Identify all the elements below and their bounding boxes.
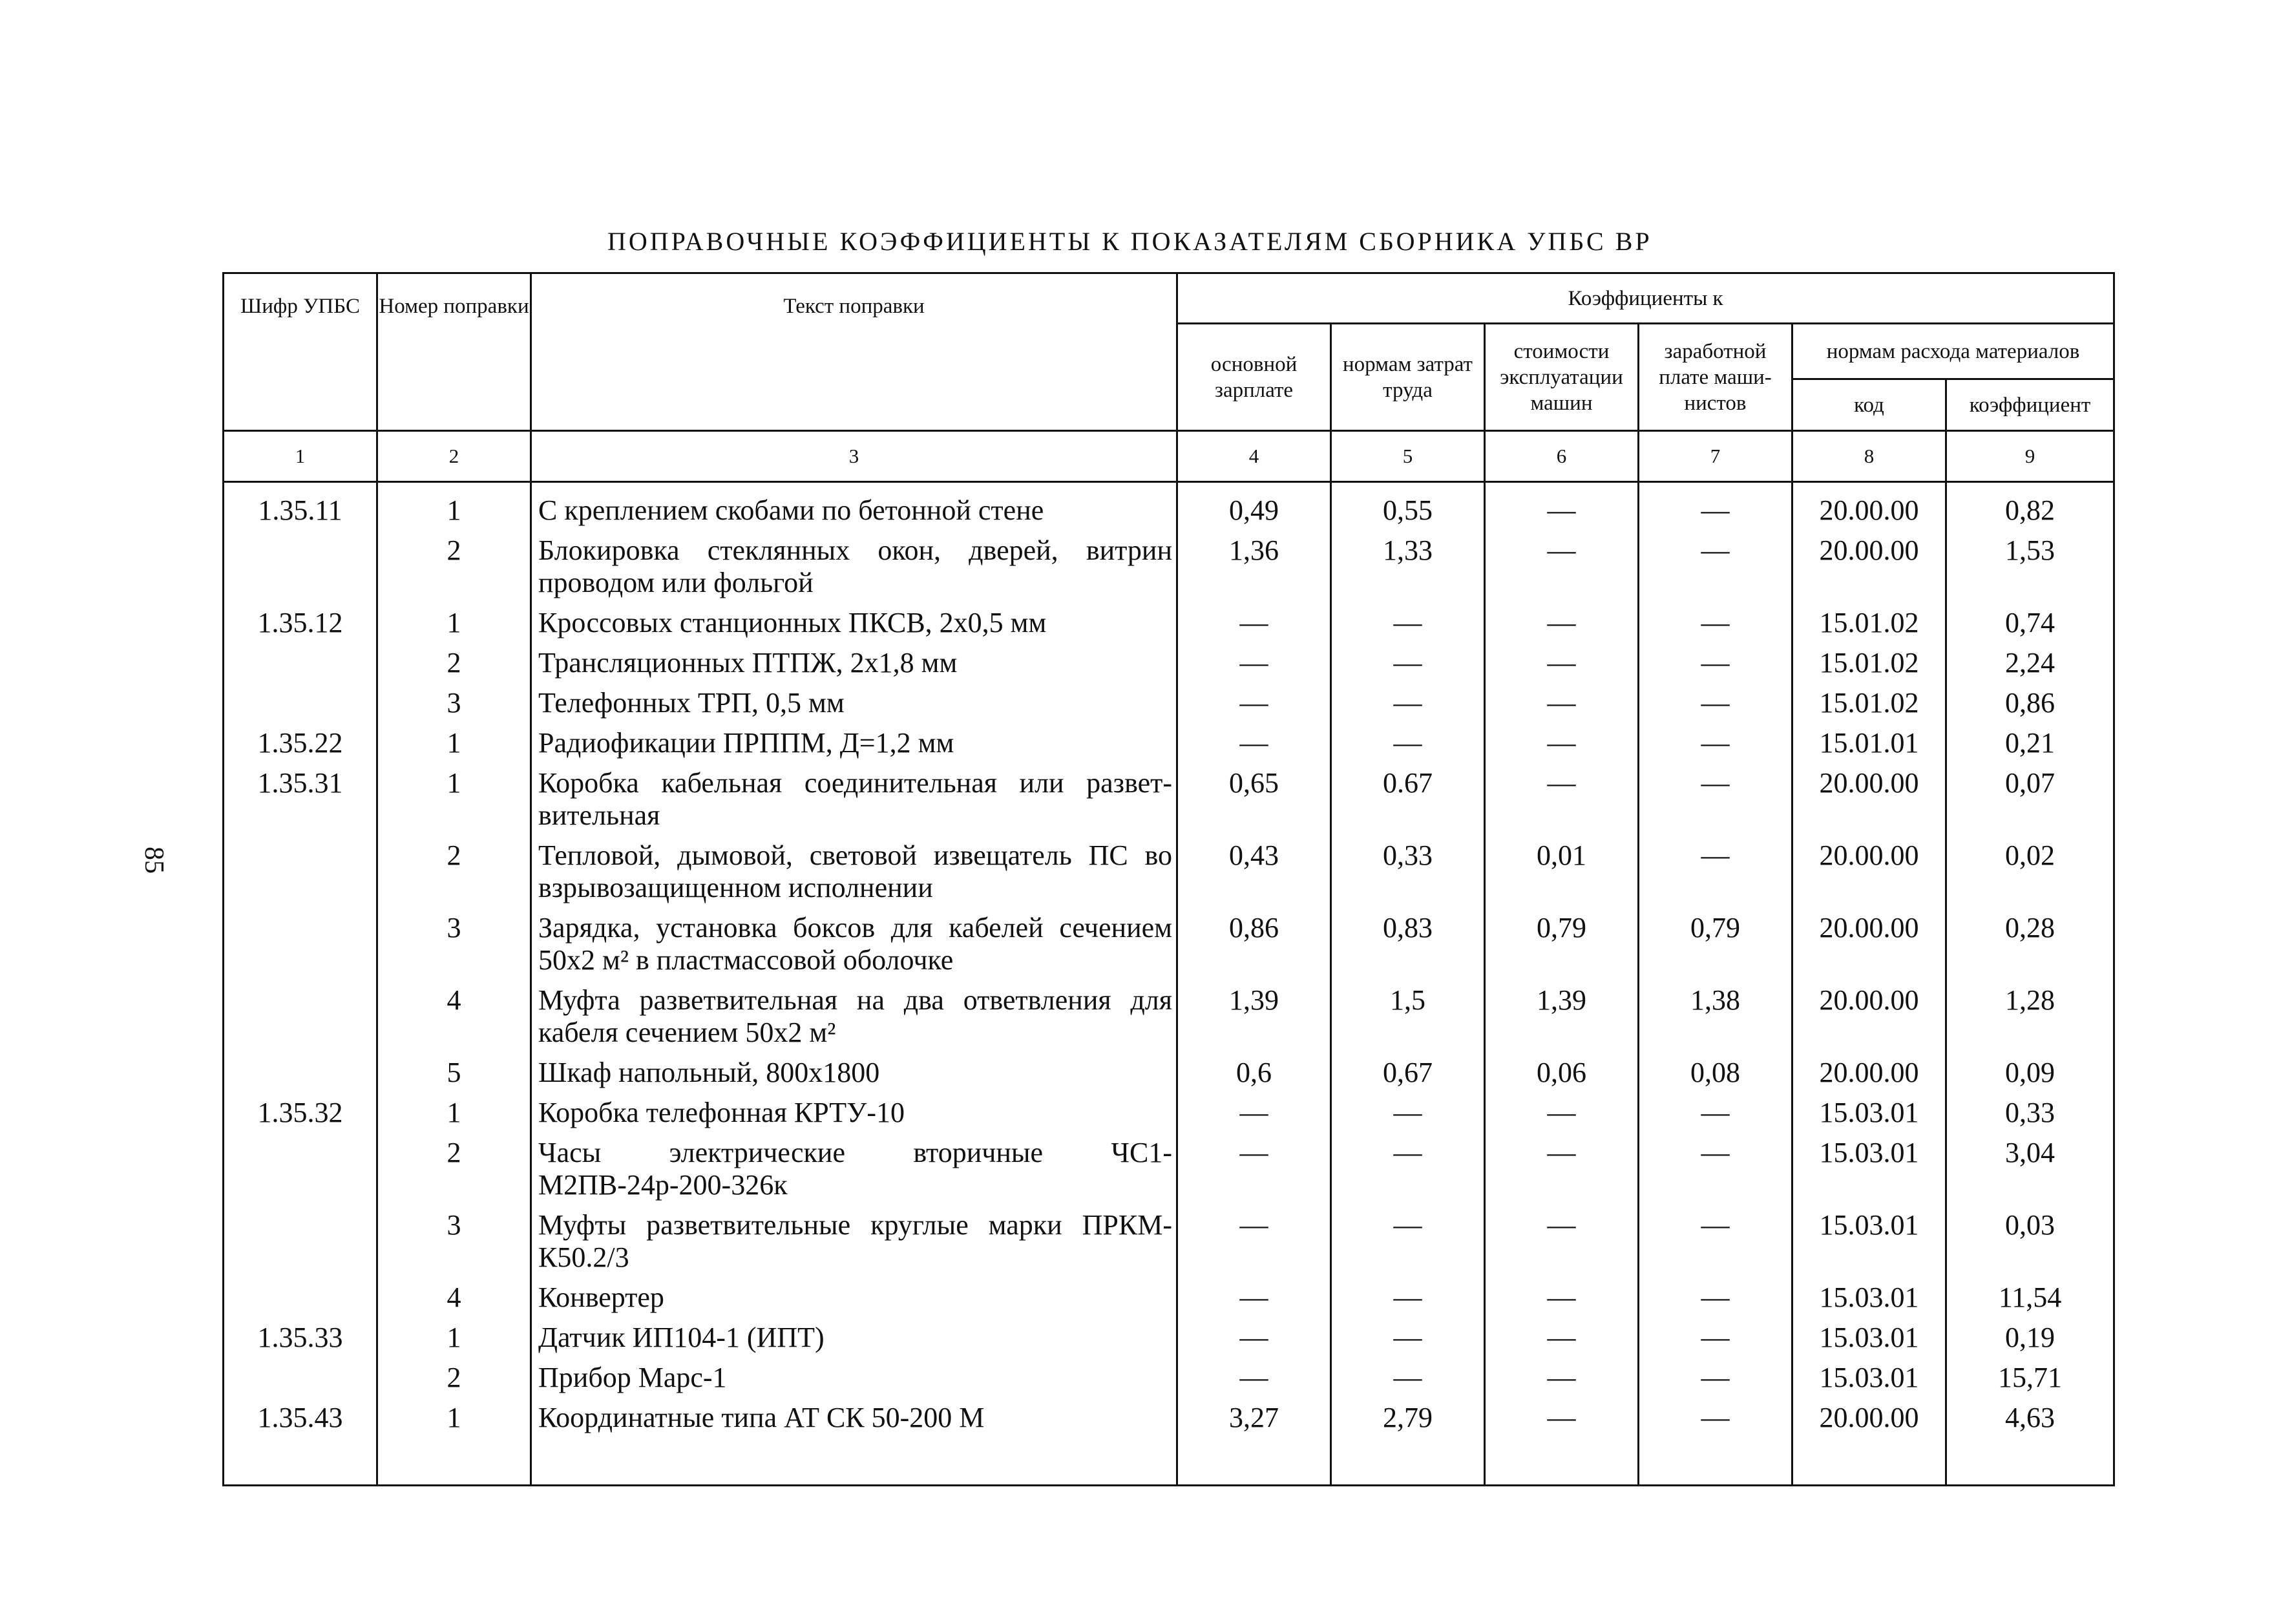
cell-machine-coef: — bbox=[1485, 1205, 1639, 1278]
cell-salary-coef: — bbox=[1177, 723, 1331, 763]
cell-material-code: 20.00.00 bbox=[1792, 908, 1946, 980]
cell-machine-coef: — bbox=[1485, 1398, 1639, 1438]
cell-material-code: 20.00.00 bbox=[1792, 531, 1946, 603]
cell-number: 4 bbox=[377, 980, 531, 1053]
col-header-nomer: Номер поправки bbox=[377, 273, 531, 431]
cell-machine-coef: 1,39 bbox=[1485, 980, 1639, 1053]
cell-text: С креплением скобами по бетонной стене bbox=[531, 490, 1177, 531]
cell-material-code: 15.01.02 bbox=[1792, 683, 1946, 723]
cell-number: 2 bbox=[377, 1133, 531, 1205]
cell-machinist-coef: — bbox=[1639, 836, 1792, 908]
cell-machinist-coef: — bbox=[1639, 1093, 1792, 1133]
table-row bbox=[224, 723, 2114, 763]
cell-salary-coef: — bbox=[1177, 1205, 1331, 1278]
cell-number: 5 bbox=[377, 1053, 531, 1093]
cell-material-code: 20.00.00 bbox=[1792, 763, 1946, 836]
cell-machine-coef: 0,06 bbox=[1485, 1053, 1639, 1093]
corrections-table bbox=[222, 272, 2115, 1486]
col-header-code: код bbox=[1792, 379, 1946, 431]
cell-number: 2 bbox=[377, 643, 531, 683]
cell-number: 2 bbox=[377, 531, 531, 603]
cell-machine-coef: 0,79 bbox=[1485, 908, 1639, 980]
col-header-salary: основной зарплате bbox=[1177, 324, 1331, 431]
cell-machine-coef: — bbox=[1485, 490, 1639, 531]
table-row bbox=[224, 1205, 2114, 1278]
cell-machinist-coef: — bbox=[1639, 490, 1792, 531]
page-number: 85 bbox=[139, 847, 169, 874]
cell-material-code: 20.00.00 bbox=[1792, 836, 1946, 908]
table-row bbox=[224, 643, 2114, 683]
cell-labor-coef: — bbox=[1331, 723, 1485, 763]
cell-salary-coef: 0,86 bbox=[1177, 908, 1331, 980]
cell-material-code: 20.00.00 bbox=[1792, 980, 1946, 1053]
cell-labor-coef: — bbox=[1331, 1278, 1485, 1318]
cell-text: Координатные типа АТ СК 50-200 М bbox=[531, 1398, 1177, 1438]
cell-text: Муфты разветвительные круглые марки ПРКМ-К50.2/3 bbox=[531, 1205, 1177, 1278]
col-number: 2 bbox=[377, 431, 531, 482]
cell-machine-coef: — bbox=[1485, 1133, 1639, 1205]
cell-machinist-coef: — bbox=[1639, 723, 1792, 763]
cell-shifr: 1.35.32 bbox=[224, 1093, 377, 1133]
cell-material-coef: 1,28 bbox=[1946, 980, 2114, 1053]
page-title: ПОПРАВОЧНЫЕ КОЭФФИЦИЕНТЫ К ПОКАЗАТЕЛЯМ СБОРНИКА УПБС ВР bbox=[607, 227, 1652, 256]
cell-machinist-coef: — bbox=[1639, 531, 1792, 603]
cell-machine-coef: — bbox=[1485, 1093, 1639, 1133]
cell-material-code: 15.03.01 bbox=[1792, 1093, 1946, 1133]
cell-number: 1 bbox=[377, 1093, 531, 1133]
cell-labor-coef: — bbox=[1331, 1093, 1485, 1133]
cell-labor-coef: 0,55 bbox=[1331, 490, 1485, 531]
cell-material-code: 15.03.01 bbox=[1792, 1358, 1946, 1398]
cell-machinist-coef: — bbox=[1639, 763, 1792, 836]
cell-machinist-coef: — bbox=[1639, 603, 1792, 643]
cell-labor-coef: 0,33 bbox=[1331, 836, 1485, 908]
col-header-koef: Коэффициенты к bbox=[1177, 273, 2114, 324]
cell-material-coef: 2,24 bbox=[1946, 643, 2114, 683]
table-row bbox=[224, 683, 2114, 723]
cell-salary-coef: 1,36 bbox=[1177, 531, 1331, 603]
cell-material-coef: 0,03 bbox=[1946, 1205, 2114, 1278]
cell-text: Блокировка стеклянных окон, дверей, витрин проводом или фольгой bbox=[531, 531, 1177, 603]
table-row bbox=[224, 1133, 2114, 1205]
cell-labor-coef: — bbox=[1331, 1358, 1485, 1398]
cell-salary-coef: — bbox=[1177, 1278, 1331, 1318]
cell-shifr: 1.35.11 bbox=[224, 490, 377, 531]
col-header-materials: нормам расхода материалов bbox=[1792, 324, 2114, 379]
cell-material-code: 15.01.02 bbox=[1792, 643, 1946, 683]
cell-number: 1 bbox=[377, 763, 531, 836]
cell-machine-coef: — bbox=[1485, 643, 1639, 683]
col-number: 6 bbox=[1485, 431, 1639, 482]
cell-number: 2 bbox=[377, 1358, 531, 1398]
cell-salary-coef: 0,6 bbox=[1177, 1053, 1331, 1093]
table-row bbox=[224, 1398, 2114, 1438]
cell-labor-coef: — bbox=[1331, 1133, 1485, 1205]
cell-machinist-coef: — bbox=[1639, 643, 1792, 683]
col-number: 5 bbox=[1331, 431, 1485, 482]
cell-labor-coef: 1,5 bbox=[1331, 980, 1485, 1053]
cell-material-coef: 0,86 bbox=[1946, 683, 2114, 723]
table-row bbox=[224, 603, 2114, 643]
col-number: 7 bbox=[1639, 431, 1792, 482]
cell-shifr bbox=[224, 1358, 377, 1398]
cell-machine-coef: — bbox=[1485, 763, 1639, 836]
col-header-shifr: Шифр УПБС bbox=[224, 273, 377, 431]
cell-shifr bbox=[224, 980, 377, 1053]
cell-labor-coef: — bbox=[1331, 683, 1485, 723]
cell-shifr: 1.35.43 bbox=[224, 1398, 377, 1438]
cell-text: Радиофикации ПРППМ, Д=1,2 мм bbox=[531, 723, 1177, 763]
cell-shifr bbox=[224, 1278, 377, 1318]
table-row bbox=[224, 763, 2114, 836]
cell-number: 3 bbox=[377, 683, 531, 723]
cell-salary-coef: 1,39 bbox=[1177, 980, 1331, 1053]
cell-machinist-coef: 0,79 bbox=[1639, 908, 1792, 980]
cell-text: Телефонных ТРП, 0,5 мм bbox=[531, 683, 1177, 723]
cell-salary-coef: — bbox=[1177, 1318, 1331, 1358]
cell-text: Кроссовых станционных ПКСВ, 2х0,5 мм bbox=[531, 603, 1177, 643]
cell-material-coef: 0,74 bbox=[1946, 603, 2114, 643]
col-number: 4 bbox=[1177, 431, 1331, 482]
cell-material-code: 15.03.01 bbox=[1792, 1318, 1946, 1358]
cell-machine-coef: — bbox=[1485, 531, 1639, 603]
cell-shifr bbox=[224, 643, 377, 683]
table-row bbox=[224, 531, 2114, 603]
cell-material-code: 15.03.01 bbox=[1792, 1205, 1946, 1278]
table-row bbox=[224, 1358, 2114, 1398]
cell-material-code: 15.03.01 bbox=[1792, 1278, 1946, 1318]
cell-salary-coef: 0,49 bbox=[1177, 490, 1331, 531]
col-header-coefficient: коэффициент bbox=[1946, 379, 2114, 431]
cell-material-code: 15.03.01 bbox=[1792, 1133, 1946, 1205]
cell-number: 1 bbox=[377, 723, 531, 763]
cell-text: Коробка кабельная соединительная или развет-вительная bbox=[531, 763, 1177, 836]
table-row bbox=[224, 490, 2114, 531]
cell-number: 3 bbox=[377, 908, 531, 980]
cell-shifr: 1.35.31 bbox=[224, 763, 377, 836]
cell-shifr bbox=[224, 531, 377, 603]
cell-salary-coef: 3,27 bbox=[1177, 1398, 1331, 1438]
cell-machinist-coef: — bbox=[1639, 1205, 1792, 1278]
cell-shifr: 1.35.12 bbox=[224, 603, 377, 643]
cell-labor-coef: 0,67 bbox=[1331, 1053, 1485, 1093]
col-header-labor: нормам затрат труда bbox=[1331, 324, 1485, 431]
cell-machine-coef: — bbox=[1485, 1278, 1639, 1318]
cell-material-coef: 0,82 bbox=[1946, 490, 2114, 531]
cell-labor-coef: 0,83 bbox=[1331, 908, 1485, 980]
cell-salary-coef: — bbox=[1177, 1358, 1331, 1398]
cell-machinist-coef: — bbox=[1639, 1398, 1792, 1438]
cell-salary-coef: 0,65 bbox=[1177, 763, 1331, 836]
cell-salary-coef: — bbox=[1177, 1093, 1331, 1133]
cell-machinist-coef: — bbox=[1639, 1133, 1792, 1205]
cell-text: Тепловой, дымовой, световой извещатель ПС во взрывозащищенном исполнении bbox=[531, 836, 1177, 908]
cell-shifr bbox=[224, 836, 377, 908]
cell-labor-coef: — bbox=[1331, 643, 1485, 683]
cell-number: 2 bbox=[377, 836, 531, 908]
cell-shifr: 1.35.33 bbox=[224, 1318, 377, 1358]
cell-labor-coef: 1,33 bbox=[1331, 531, 1485, 603]
cell-material-coef: 4,63 bbox=[1946, 1398, 2114, 1438]
cell-shifr: 1.35.22 bbox=[224, 723, 377, 763]
col-header-machines: стоимости эксплуатации машин bbox=[1485, 324, 1639, 431]
col-number: 3 bbox=[531, 431, 1177, 482]
cell-material-coef: 3,04 bbox=[1946, 1133, 2114, 1205]
table-row bbox=[224, 1318, 2114, 1358]
cell-text: Трансляционных ПТПЖ, 2х1,8 мм bbox=[531, 643, 1177, 683]
cell-machine-coef: 0,01 bbox=[1485, 836, 1639, 908]
cell-shifr bbox=[224, 683, 377, 723]
table-row bbox=[224, 1093, 2114, 1133]
cell-text: Шкаф напольный, 800х1800 bbox=[531, 1053, 1177, 1093]
cell-machinist-coef: 1,38 bbox=[1639, 980, 1792, 1053]
cell-text: Часы электрические вторичные ЧС1-М2ПВ-24р-200-326к bbox=[531, 1133, 1177, 1205]
table-row bbox=[224, 1278, 2114, 1318]
cell-number: 1 bbox=[377, 1398, 531, 1438]
cell-shifr bbox=[224, 1053, 377, 1093]
cell-material-coef: 15,71 bbox=[1946, 1358, 2114, 1398]
table-row bbox=[224, 908, 2114, 980]
table-row bbox=[224, 1053, 2114, 1093]
cell-salary-coef: — bbox=[1177, 603, 1331, 643]
cell-shifr bbox=[224, 1133, 377, 1205]
cell-material-coef: 1,53 bbox=[1946, 531, 2114, 603]
col-header-text: Текст поправки bbox=[531, 273, 1177, 431]
cell-material-code: 20.00.00 bbox=[1792, 490, 1946, 531]
cell-text: Прибор Марс-1 bbox=[531, 1358, 1177, 1398]
cell-number: 1 bbox=[377, 490, 531, 531]
cell-salary-coef: — bbox=[1177, 683, 1331, 723]
cell-text: Коробка телефонная КРТУ-10 bbox=[531, 1093, 1177, 1133]
cell-number: 1 bbox=[377, 603, 531, 643]
cell-machinist-coef: 0,08 bbox=[1639, 1053, 1792, 1093]
table-row bbox=[224, 980, 2114, 1053]
cell-material-code: 15.01.02 bbox=[1792, 603, 1946, 643]
cell-machine-coef: — bbox=[1485, 1318, 1639, 1358]
cell-text: Зарядка, установка боксов для кабелей сечением 50х2 м² в пластмассовой оболочке bbox=[531, 908, 1177, 980]
col-number: 1 bbox=[224, 431, 377, 482]
cell-machine-coef: — bbox=[1485, 603, 1639, 643]
cell-text: Датчик ИП104-1 (ИПТ) bbox=[531, 1318, 1177, 1358]
cell-material-coef: 0,09 bbox=[1946, 1053, 2114, 1093]
cell-material-code: 20.00.00 bbox=[1792, 1398, 1946, 1438]
col-number: 9 bbox=[1946, 431, 2114, 482]
col-number: 8 bbox=[1792, 431, 1946, 482]
cell-material-coef: 0,07 bbox=[1946, 763, 2114, 836]
cell-text: Муфта разветвительная на два ответвления для кабеля сечением 50х2 м² bbox=[531, 980, 1177, 1053]
cell-number: 4 bbox=[377, 1278, 531, 1318]
cell-labor-coef: — bbox=[1331, 1205, 1485, 1278]
cell-number: 3 bbox=[377, 1205, 531, 1278]
cell-material-coef: 0,21 bbox=[1946, 723, 2114, 763]
cell-machine-coef: — bbox=[1485, 723, 1639, 763]
cell-material-coef: 0,02 bbox=[1946, 836, 2114, 908]
cell-material-coef: 11,54 bbox=[1946, 1278, 2114, 1318]
cell-machinist-coef: — bbox=[1639, 1278, 1792, 1318]
cell-material-code: 15.01.01 bbox=[1792, 723, 1946, 763]
cell-shifr bbox=[224, 1205, 377, 1278]
cell-machinist-coef: — bbox=[1639, 1358, 1792, 1398]
cell-machinist-coef: — bbox=[1639, 1318, 1792, 1358]
cell-machine-coef: — bbox=[1485, 1358, 1639, 1398]
cell-salary-coef: — bbox=[1177, 643, 1331, 683]
cell-salary-coef: — bbox=[1177, 1133, 1331, 1205]
col-header-machinists: заработной плате маши-нистов bbox=[1639, 324, 1792, 431]
cell-number: 1 bbox=[377, 1318, 531, 1358]
cell-machinist-coef: — bbox=[1639, 683, 1792, 723]
cell-material-code: 20.00.00 bbox=[1792, 1053, 1946, 1093]
cell-material-coef: 0,33 bbox=[1946, 1093, 2114, 1133]
cell-labor-coef: 2,79 bbox=[1331, 1398, 1485, 1438]
cell-material-coef: 0,28 bbox=[1946, 908, 2114, 980]
cell-labor-coef: — bbox=[1331, 1318, 1485, 1358]
cell-shifr bbox=[224, 908, 377, 980]
cell-text: Конвертер bbox=[531, 1278, 1177, 1318]
cell-machine-coef: — bbox=[1485, 683, 1639, 723]
table-row bbox=[224, 836, 2114, 908]
cell-salary-coef: 0,43 bbox=[1177, 836, 1331, 908]
cell-material-coef: 0,19 bbox=[1946, 1318, 2114, 1358]
cell-labor-coef: 0.67 bbox=[1331, 763, 1485, 836]
cell-labor-coef: — bbox=[1331, 603, 1485, 643]
